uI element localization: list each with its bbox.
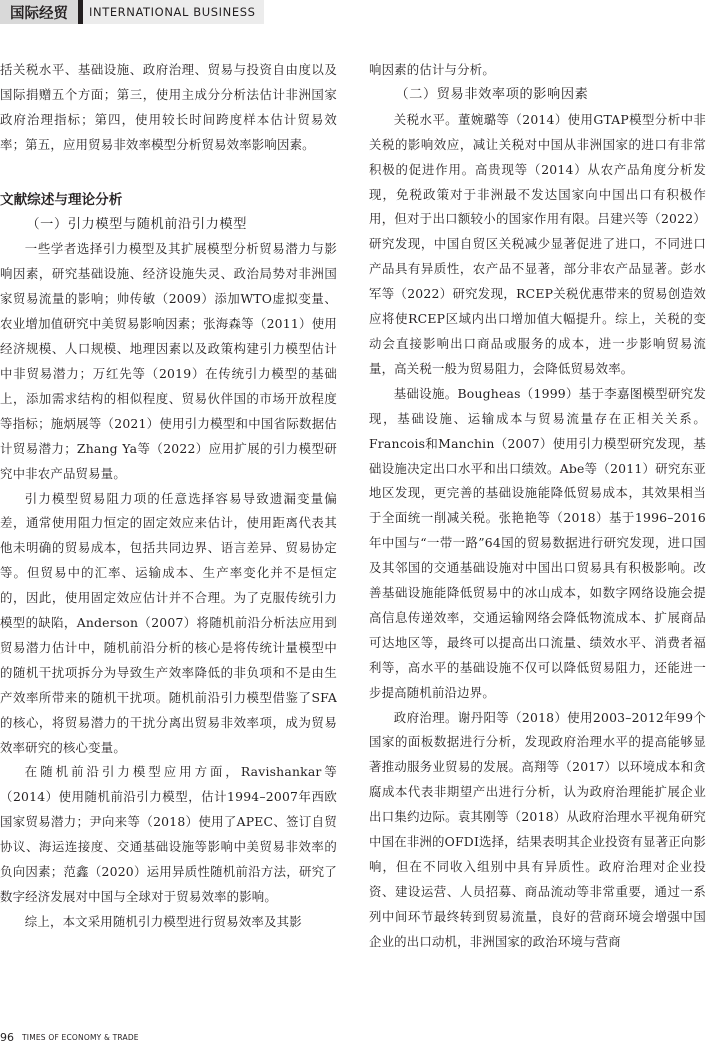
paragraph-tariff: 关税水平。董婉璐等（2014）使用GTAP模型分析中非关税的影响效应，减让关税对中国从非洲国家的进口有非常积极的促进作用。高贵现等（2014）从农产品角度分析发现，免税政策对于非洲最不发达国家向中国出口有积极作用，但对于出口额较小的国家作用有限。吕建兴等（2022）研究发现，中国自贸区关税减少显著促进了进口，不同进口产品具有异质性，农产品不显著，部分非农产品显著。彭水军等（2022）研究发现，RCEP关税优惠带来的贸易创造效应将使RCEP区域内出口增加值大幅提升。综上，关税的变动会直接影响出口商品或服务的成本，进一步影响贸易流量，高关税一般为贸易阻力，会降低贸易效率。	[369, 111, 706, 376]
page-footer	[0, 1030, 139, 1045]
page-number: 96	[0, 1031, 14, 1044]
paragraph: 一些学者选择引力模型及其扩展模型分析贸易潜力与影响因素，研究基础设施、经济设施失灵、政治局势对非洲国家贸易流量的影响；帅传敏（2009）添加WTO虚拟变量、农业增加值研究中美贸易影响因素；张海森等（2011）使用经济规模、人口规模、地理因素以及政策构建引力模型估计中非贸易潜力；万红先等（2019）在传统引力模型的基础上，添加需求结构的相似程度、贸易伙伴国的市场开放程度等指标；施炳展等（2021）使用引力模型和中国省际数据估计贸易潜力；Zhang Ya等（2022）应用扩展的引力模型研究中非农产品贸易量。	[0, 241, 337, 481]
paragraph-continued: 响因素的估计与分析。	[369, 62, 495, 77]
section-label-en: INTERNATIONAL BUSINESS	[83, 0, 264, 24]
page-header	[0, 0, 706, 30]
left-column	[0, 58, 337, 935]
paragraph: 综上，本文采用随机引力模型进行贸易效率及其影	[24, 913, 302, 929]
paragraph: 在随机前沿引力模型应用方面，Ravishankar等（2014）使用随机前沿引力模型，估计1994–2007年西欧国家贸易潜力；尹向来等（2018）使用了APEC、签订自贸协议、海运连接度、交通基础设施等影响中美贸易非效率的负向因素；范鑫（2020）运用异质性随机前沿方法，研究了数字经济发展对中国与全球对于贸易效率的影响。	[0, 764, 337, 904]
paragraph-infrastructure: 基础设施。Bougheas（1999）基于李嘉图模型研究发现，基础设施、运输成本与贸易流量存在正相关关系。Francois和Manchin（2007）使用引力模型研究发现，基础设施决定出口水平和出口绩效。Abe等（2011）研究东亚地区发现，更完善的基础设施能降低贸易成本，其效果相当于全面统一削减关税。张艳艳等（2018）基于1996–2016年中国与“一带一路”64国的贸易数据进行研究发现，进口国及其邻国的交通基础设施对中国出口贸易具有积极影响。改善基础设施能降低贸易中的冰山成本，如数字网络设施会提高信息传递效率，交通运输网络会降低物流成本、扩展商品可达地区等，最终可以提高出口流量、绩效水平、消费者福利等，高水平的基础设施不仅可以降低贸易阻力，还能进一步提高随机前沿边界。	[369, 385, 706, 700]
paragraph-governance: 政府治理。谢丹阳等（2018）使用2003–2012年99个国家的面板数据进行分析，发现政府治理水平的提高能够显著推动服务业贸易的发展。高翔等（2017）以环境成本和贪腐成本代表非期望产出进行分析，认为政府治理能扩展企业出口集约边际。袁其刚等（2018）从政府治理水平视角研究中国在非洲的OFDI选择，结果表明其企业投资有显著正向影响，但在不同收入组别中具有异质性。政府治理对企业投资、建设运营、人员招募、商品流动等非常重要，通过一系列中间环节最终转到贸易流量，良好的营商环境会增强中国企业的出口动机，非洲国家的政治环境与营商	[369, 709, 706, 949]
subsection-title-inefficiency-factors: （二）贸易非效率项的影响因素	[395, 86, 589, 102]
section-label-cn: 国际经贸	[0, 0, 78, 24]
section-spacer	[0, 158, 337, 188]
subsection-title-gravity-model: （一）引力模型与随机前沿引力模型	[26, 216, 247, 232]
journal-name: TIMES OF ECONOMY & TRADE	[22, 1033, 139, 1042]
paragraph-continued: 括关税水平、基础设施、政府治理、贸易与投资自由度以及国际捐赠五个方面；第三，使用主成分分析法估计非洲国家政府治理指标；第四，使用较长时间跨度样本估计贸易效率；第五，应用贸易非效率模型分析贸易效率影响因素。	[0, 62, 337, 152]
right-column	[369, 58, 706, 955]
section-title: 文献综述与理论分析	[0, 191, 123, 208]
paragraph: 引力模型贸易阻力项的任意选择容易导致遗漏变量偏差，通常使用阻力恒定的固定效应来估计，使用距离代表其他未明确的贸易成本，包括共同边界、语言差异、贸易协定等。但贸易中的汇率、运输成本、生产率变化并不是恒定的，因此，使用固定效应估计并不合理。为了克服传统引力模型的缺陷，Anderson（2007）将随机前沿分析法应用到贸易潜力估计中，随机前沿分析的核心是将传统计量模型中的随机干扰项拆分为导致生产效率降低的非负项和不是由生产效率所带来的随机干扰项。随机前沿引力模型借鉴了SFA的核心，将贸易潜力的干扰分离出贸易非效率项，成为贸易效率研究的核心变量。	[0, 490, 337, 755]
